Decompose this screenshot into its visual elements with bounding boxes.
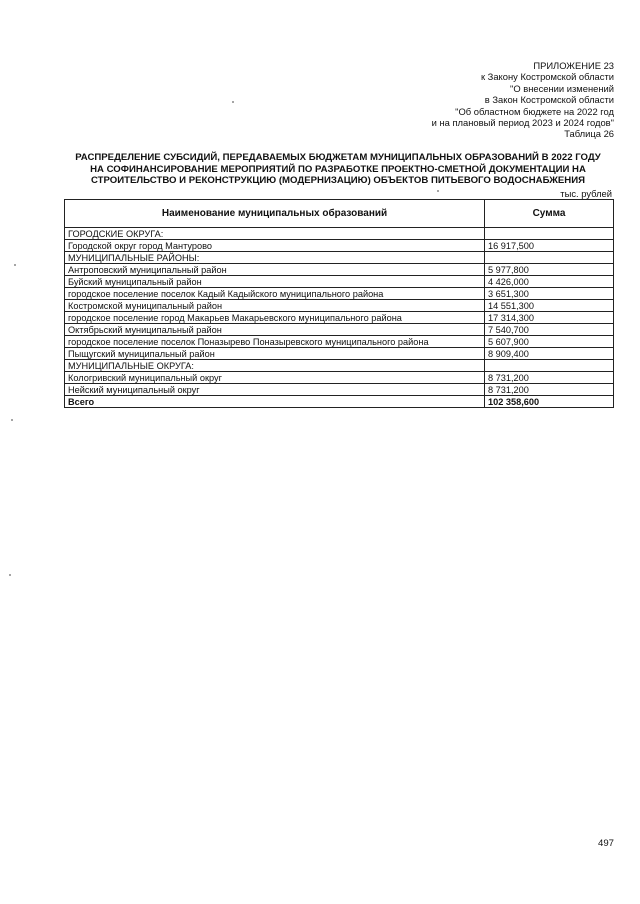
municipality-name: ГОРОДСКИЕ ОКРУГА: <box>65 228 485 240</box>
subsidy-sum <box>485 228 614 240</box>
document-title <box>60 152 616 187</box>
subsidy-sum: 5 977,800 <box>485 264 614 276</box>
table-row <box>65 324 614 336</box>
subsidy-sum: 3 651,300 <box>485 288 614 300</box>
table-row <box>65 360 614 372</box>
municipality-name: Октябрьский муниципальный район <box>65 324 485 336</box>
scan-speck <box>437 190 439 192</box>
table-row <box>65 252 614 264</box>
subsidy-sum: 8 909,400 <box>485 348 614 360</box>
subsidy-sum: 4 426,000 <box>485 276 614 288</box>
table-row <box>65 336 614 348</box>
table-row <box>65 372 614 384</box>
table-row <box>65 276 614 288</box>
scan-speck <box>9 574 11 576</box>
municipality-name: Кологривский муниципальный округ <box>65 372 485 384</box>
subsidy-table <box>64 199 614 408</box>
title-line: РАСПРЕДЕЛЕНИЕ СУБСИДИЙ, ПЕРЕДАВАЕМЫХ БЮДЖЕТАМ МУНИЦИПАЛЬНЫХ ОБРАЗОВАНИЙ В 2022 ГОДУ <box>75 152 601 163</box>
page-number: 497 <box>597 838 614 849</box>
municipality-name: городское поселение поселок Поназырево Поназыревского муниципального района <box>65 336 485 348</box>
appendix-header-line: "Об областном бюджете на 2022 год <box>455 105 614 117</box>
municipality-name: Антроповский муниципальный район <box>65 264 485 276</box>
municipality-name: Костромской муниципальный район <box>65 300 485 312</box>
title-line: НА СОФИНАНСИРОВАНИЕ МЕРОПРИЯТИЙ ПО РАЗРАБОТКЕ ПРОЕКТНО-СМЕТНОЙ ДОКУМЕНТАЦИИ НА <box>90 163 586 175</box>
table-row <box>65 312 614 324</box>
municipality-name: Нейский муниципальный округ <box>65 384 485 396</box>
municipality-name: МУНИЦИПАЛЬНЫЕ ОКРУГА: <box>65 360 485 372</box>
table-row <box>65 264 614 276</box>
municipality-name: Городской округ город Мантурово <box>65 240 485 252</box>
scan-speck <box>232 101 234 103</box>
table-row <box>65 300 614 312</box>
table-header-row <box>65 200 614 228</box>
subsidy-sum <box>485 252 614 264</box>
table-row <box>65 348 614 360</box>
total-sum: 102 358,600 <box>485 396 614 408</box>
municipality-name: городское поселение город Макарьев Макарьевского муниципального района <box>65 312 485 324</box>
appendix-header <box>432 60 614 140</box>
subsidy-sum <box>485 360 614 372</box>
subsidy-sum: 17 314,300 <box>485 312 614 324</box>
units-label: тыс. рублей <box>560 188 612 199</box>
subsidy-sum: 5 607,900 <box>485 336 614 348</box>
municipality-name: городское поселение поселок Кадый Кадыйского муниципального района <box>65 288 485 300</box>
municipality-name: Буйский муниципальный район <box>65 276 485 288</box>
appendix-header-line: ПРИЛОЖЕНИЕ 23 <box>533 60 614 71</box>
subsidy-sum: 7 540,700 <box>485 324 614 336</box>
table-body <box>65 228 614 408</box>
column-header-sum: Сумма <box>485 200 614 228</box>
appendix-header-line: к Закону Костромской области <box>480 71 614 83</box>
table-row <box>65 228 614 240</box>
table-number: Таблица 26 <box>564 128 614 140</box>
column-header-name: Наименование муниципальных образований <box>65 200 485 228</box>
table-row <box>65 288 614 300</box>
scan-speck <box>14 264 16 266</box>
subsidy-sum: 8 731,200 <box>485 372 614 384</box>
total-label: Всего <box>65 396 485 408</box>
appendix-header-line: "О внесении изменений <box>510 82 614 94</box>
municipality-name: МУНИЦИПАЛЬНЫЕ РАЙОНЫ: <box>65 252 485 264</box>
table-total-row <box>65 396 614 408</box>
subsidy-sum: 14 551,300 <box>485 300 614 312</box>
appendix-header-line: в Закон Костромской области <box>484 94 614 106</box>
title-line: СТРОИТЕЛЬСТВО И РЕКОНСТРУКЦИЮ (МОДЕРНИЗАЦИЮ) ОБЪЕКТОВ ПИТЬЕВОГО ВОДОСНАБЖЕНИЯ <box>90 175 586 187</box>
appendix-header-line: и на плановый период 2023 и 2024 годов" <box>431 117 614 129</box>
municipality-name: Пыщугский муниципальный район <box>65 348 485 360</box>
table-row <box>65 240 614 252</box>
table-row <box>65 384 614 396</box>
subsidy-sum: 8 731,200 <box>485 384 614 396</box>
scan-speck <box>11 419 13 421</box>
subsidy-sum: 16 917,500 <box>485 240 614 252</box>
